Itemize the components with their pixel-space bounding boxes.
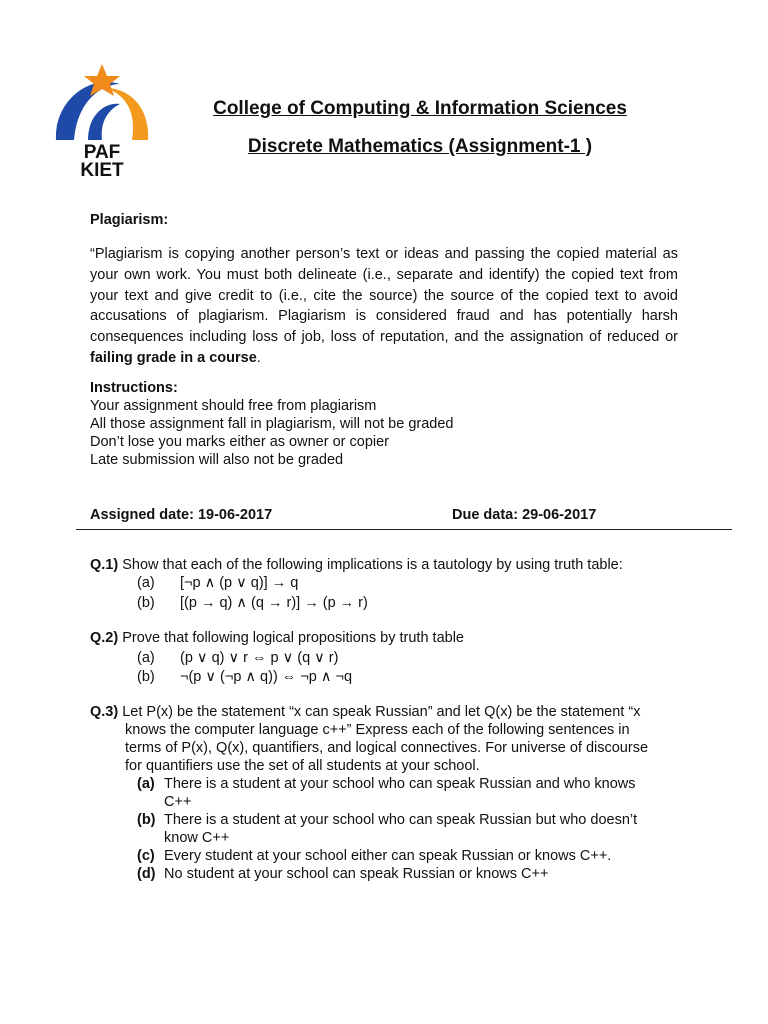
question-line: for quantifiers use the set of all students at your school.: [125, 758, 480, 774]
question-line: knows the computer language c++” Express each of the following sentences in: [125, 722, 630, 738]
question-1: [90, 556, 623, 574]
part-expression: ¬(p ∨ (¬p ∧ q)) ⇔ ¬p ∧ ¬q: [180, 669, 353, 685]
part-label: (a): [137, 776, 155, 792]
question-text: Let P(x) be the statement “x can speak Russian” and let Q(x) be the statement “x: [118, 704, 641, 720]
question-3-body: [125, 721, 685, 775]
question-label: Q.1): [90, 557, 119, 573]
part-label: (c): [137, 848, 155, 864]
logo-text-kiet: KIET: [80, 160, 124, 180]
part-label: (a): [137, 650, 155, 666]
part-text: [164, 775, 674, 811]
plagiarism-heading: Plagiarism:: [90, 212, 169, 228]
course-title: Discrete Mathematics (Assignment-1 ): [247, 136, 593, 157]
part-line: C++: [164, 794, 192, 810]
part-line: No student at your school can speak Russian or knows C++: [164, 866, 549, 882]
instruction-item: Late submission will also not be graded: [90, 452, 344, 468]
part-label: (d): [137, 866, 156, 882]
instructions-block: [90, 379, 454, 469]
instruction-item: All those assignment fall in plagiarism, will not be graded: [90, 416, 454, 432]
instruction-item: Don’t lose you marks either as owner or copier: [90, 434, 389, 450]
instruction-item: Your assignment should free from plagiarism: [90, 398, 377, 414]
part-text: [164, 865, 674, 883]
part-label: (b): [137, 595, 155, 611]
plagiarism-paragraph: [90, 244, 678, 369]
question-2: [90, 629, 464, 647]
paf-kiet-logo: [48, 62, 156, 180]
logo-orange-arc: [106, 88, 148, 140]
part-line: Every student at your school either can speak Russian or knows C++.: [164, 848, 612, 864]
part-expression: (p ∨ q) ∨ r ⇔ p ∨ (q ∨ r): [180, 650, 339, 666]
paragraph-line: your own work. You must both delineate (i.e., separate and identify) the copied text from: [90, 266, 678, 283]
part-line: There is a student at your school who can speak Russian and who knows: [164, 776, 636, 792]
paragraph-line: “Plagiarism is copying another person’s text or ideas and passing the copied material as: [90, 246, 678, 262]
part-text: [164, 811, 674, 847]
logo-blue-arc-inner: [88, 104, 120, 140]
bold-phrase: failing grade in a course: [90, 349, 257, 366]
question-label: Q.3): [90, 704, 119, 720]
question-3: [90, 703, 640, 721]
logo-text-paf: PAF: [83, 142, 121, 163]
college-title: College of Computing & Information Sciences: [213, 98, 627, 119]
assigned-date: Assigned date: 19-06-2017: [90, 507, 273, 523]
question-line: terms of P(x), Q(x), quantifiers, and logical connectives. For universe of discourse: [125, 740, 649, 756]
question-text: Prove that following logical propositions by truth table: [118, 630, 464, 646]
paragraph-line: accusations of plagiarism. Plagiarism is considered fraud and has potentially harsh: [90, 308, 678, 325]
divider-line: [76, 529, 732, 530]
paragraph-line: your text and give credit to (i.e., cite the source) the source of the copied text to avoid: [90, 287, 678, 304]
due-date: Due data: 29-06-2017: [452, 507, 597, 523]
part-expression: [(p → q) ∧ (q → r)] → (p → r): [180, 595, 368, 611]
paragraph-line: consequences including loss of job, loss of reputation, and the assignation of reduced or: [90, 329, 678, 346]
question-label: Q.2): [90, 630, 119, 646]
part-label: (b): [137, 812, 156, 828]
paragraph-last-line: [90, 348, 678, 369]
part-label: (a): [137, 575, 155, 591]
part-line: know C++: [164, 830, 230, 846]
paragraph-end: .: [256, 349, 261, 366]
instructions-heading: Instructions:: [90, 380, 178, 396]
part-line: There is a student at your school who can speak Russian but who doesn’t: [164, 812, 638, 828]
part-label: (b): [137, 669, 155, 685]
question-text: Show that each of the following implications is a tautology by using truth table:: [118, 557, 623, 573]
part-expression: [¬p ∧ (p ∨ q)] → q: [180, 575, 299, 591]
part-text: [164, 847, 674, 865]
